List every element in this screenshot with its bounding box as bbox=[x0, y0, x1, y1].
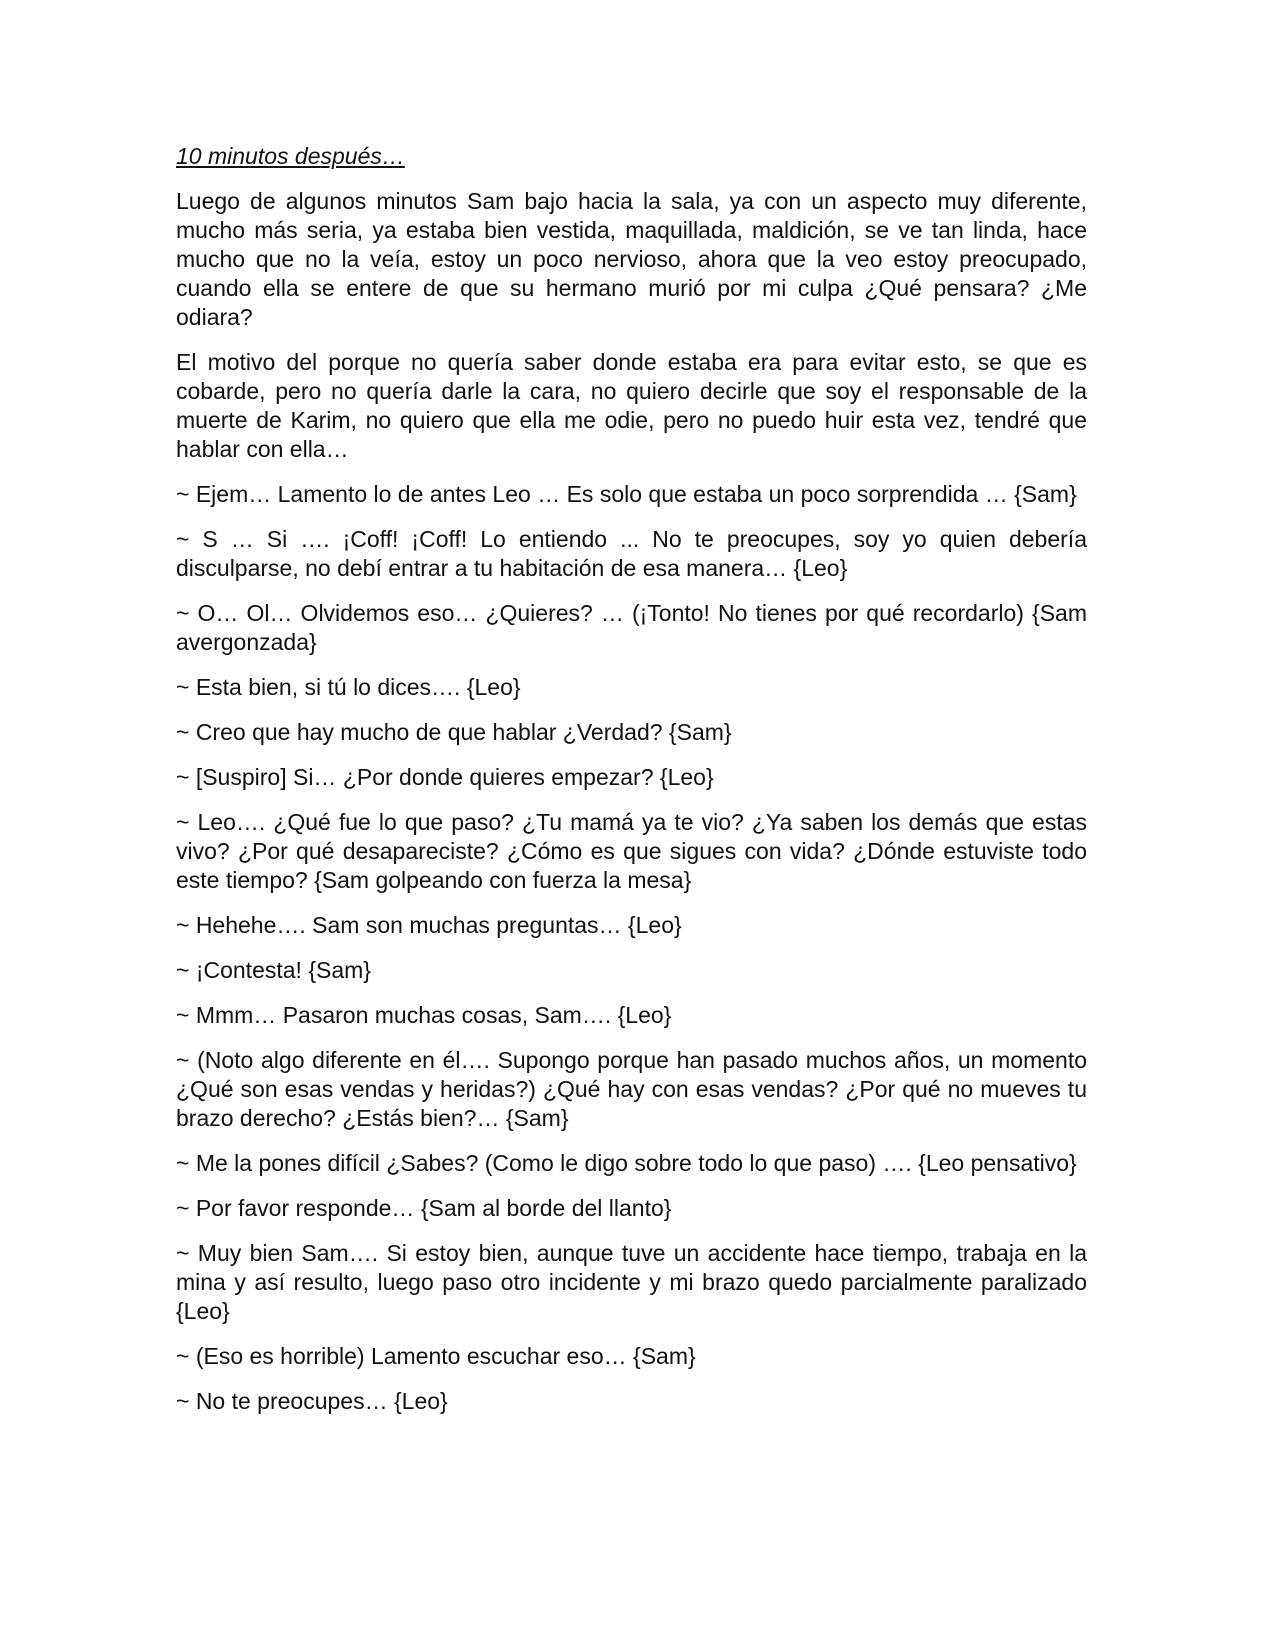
dialogue-line: ~ (Eso es horrible) Lamento escuchar eso… {Sam} bbox=[176, 1343, 696, 1369]
dialogue-line: ~ Leo…. ¿Qué fue lo que paso? ¿Tu mamá ya te vio? ¿Ya saben los demás que estas vivo? ¿Por qué desapareciste? ¿Cómo es que sigues con vida? ¿Dónde estuviste todo este tiempo? {Sam golpeando con fuerza la mesa} bbox=[176, 809, 1087, 893]
dialogue-line: ~ [Suspiro] Si… ¿Por donde quieres empezar? {Leo} bbox=[176, 764, 714, 790]
dialogue-line: ~ O… Ol… Olvidemos eso… ¿Quieres? … (¡Tonto! No tienes por qué recordarlo) {Sam avergonzada} bbox=[176, 600, 1087, 655]
dialogue-line: ~ Ejem… Lamento lo de antes Leo … Es solo que estaba un poco sorprendida … {Sam} bbox=[176, 481, 1077, 507]
dialogue-line: ~ Mmm… Pasaron muchas cosas, Sam…. {Leo} bbox=[176, 1002, 672, 1028]
dialogue-line: ~ ¡Contesta! {Sam} bbox=[176, 957, 371, 983]
document-page bbox=[176, 142, 1087, 1432]
dialogue-line: ~ (Noto algo diferente en él…. Supongo porque han pasado muchos años, un momento ¿Qué son esas vendas y heridas?) ¿Qué hay con esas vendas? ¿Por qué no mueves tu brazo derecho? ¿Estás bien?… {Sam} bbox=[176, 1047, 1087, 1131]
dialogue-line: ~ Esta bien, si tú lo dices…. {Leo} bbox=[176, 674, 521, 700]
dialogue-line: ~ No te preocupes… {Leo} bbox=[176, 1388, 448, 1414]
dialogue-line: ~ Por favor responde… {Sam al borde del llanto} bbox=[176, 1195, 672, 1221]
section-heading: 10 minutos después… bbox=[176, 143, 405, 169]
dialogue-line: ~ S … Si …. ¡Coff! ¡Coff! Lo entiendo ... No te preocupes, soy yo quien debería disculparse, no debí entrar a tu habitación de esa manera… {Leo} bbox=[176, 526, 1087, 581]
narrative-paragraph: Luego de algunos minutos Sam bajo hacia la sala, ya con un aspecto muy diferente, mucho más seria, ya estaba bien vestida, maquillada, maldición, se ve tan linda, hace mucho que no la veía, estoy un poco nervioso, ahora que la veo estoy preocupado, cuando ella se entere de que su hermano murió por mi culpa ¿Qué pensara? ¿Me odiara? bbox=[176, 188, 1087, 330]
dialogue-line: ~ Me la pones difícil ¿Sabes? (Como le digo sobre todo lo que paso) …. {Leo pensativo} bbox=[176, 1150, 1077, 1176]
dialogue-line: ~ Creo que hay mucho de que hablar ¿Verdad? {Sam} bbox=[176, 719, 732, 745]
narrative-paragraph: El motivo del porque no quería saber donde estaba era para evitar esto, se que es cobarde, pero no quería darle la cara, no quiero decirle que soy el responsable de la muerte de Karim, no quiero que ella me odie, pero no puedo huir esta vez, tendré que hablar con ella… bbox=[176, 349, 1087, 462]
dialogue-line: ~ Hehehe…. Sam son muchas preguntas… {Leo} bbox=[176, 912, 682, 938]
dialogue-line: ~ Muy bien Sam…. Si estoy bien, aunque tuve un accidente hace tiempo, trabaja en la mina y así resulto, luego paso otro incidente y mi brazo quedo parcialmente paralizado {Leo} bbox=[176, 1240, 1087, 1324]
